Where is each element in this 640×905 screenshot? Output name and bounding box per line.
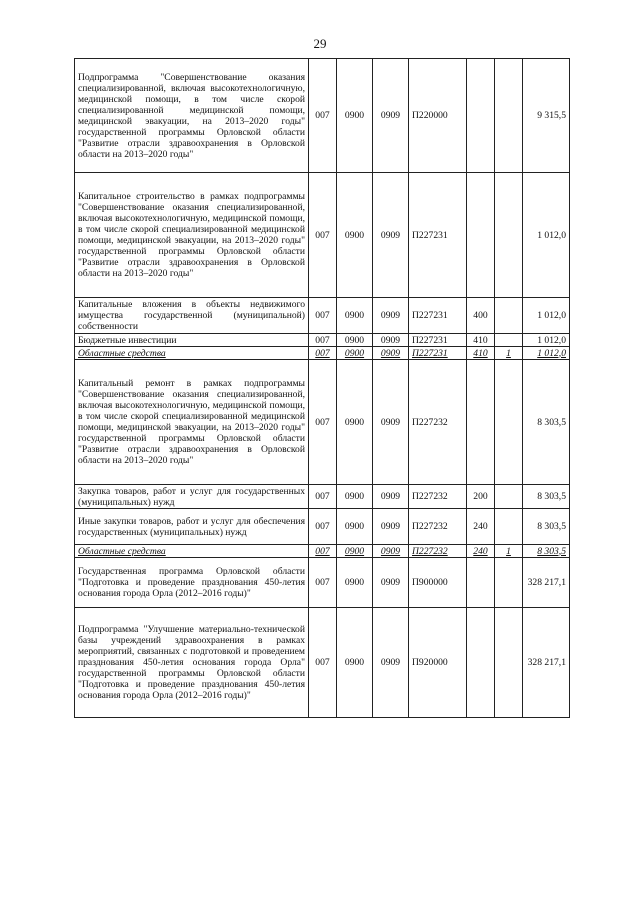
table-row <box>75 59 570 173</box>
section-code: 0900 <box>337 509 373 545</box>
ministry-code: 007 <box>309 173 337 298</box>
table-row <box>75 558 570 608</box>
section-code: 0900 <box>337 545 373 558</box>
subsection-code: 0909 <box>373 545 409 558</box>
table-row <box>75 509 570 545</box>
subsection-code: 0909 <box>373 360 409 485</box>
section-code: 0900 <box>337 485 373 509</box>
section-code: 0900 <box>337 173 373 298</box>
expense-type-code <box>467 608 495 718</box>
ministry-code: 007 <box>309 298 337 334</box>
source-code <box>495 558 523 608</box>
table-row <box>75 545 570 558</box>
page-number: 29 <box>313 36 327 51</box>
subsection-code: 0909 <box>373 347 409 360</box>
subsection-code: 0909 <box>373 558 409 608</box>
subsection-code: 0909 <box>373 608 409 718</box>
table-row <box>75 347 570 360</box>
amount: 1 012,0 <box>523 173 570 298</box>
source-code <box>495 485 523 509</box>
section-code: 0900 <box>337 298 373 334</box>
ministry-code: 007 <box>309 545 337 558</box>
source-code: 1 <box>495 545 523 558</box>
source-code <box>495 298 523 334</box>
section-code: 0900 <box>337 608 373 718</box>
ministry-code: 007 <box>309 558 337 608</box>
source-code <box>495 360 523 485</box>
expense-type-code: 240 <box>467 509 495 545</box>
row-name: Подпрограмма "Совершенствование оказания специализированной, включая высокотехнологичную, медицинской помощи, в том числе скорой специализированной медицинской помощи, медицинской эвакуации, на 2013–2020 годы" государственной программы Орловской области "Развитие отрасли здравоохранения в Орловской области на 2013–2020 годы" <box>75 59 309 173</box>
amount: 1 012,0 <box>523 298 570 334</box>
amount: 8 303,5 <box>523 485 570 509</box>
amount: 328 217,1 <box>523 608 570 718</box>
amount: 1 012,0 <box>523 347 570 360</box>
ministry-code: 007 <box>309 334 337 347</box>
expense-type-code: 240 <box>467 545 495 558</box>
section-code: 0900 <box>337 360 373 485</box>
row-name: Капитальный ремонт в рамках подпрограммы "Совершенствование оказания специализированной, включая высокотехнологичную, медицинской помощи, в том числе скорой специализированной медицинской помощи, медицинской эвакуации, на 2013–2020 годы" государственной программы Орловской области "Развитие отрасли здравоохранения в Орловской области на 2013–2020 годы" <box>75 360 309 485</box>
amount: 8 303,5 <box>523 509 570 545</box>
source-code: 1 <box>495 347 523 360</box>
row-name: Закупка товаров, работ и услуг для государственных (муниципальных) нужд <box>75 485 309 509</box>
expense-type-code: 410 <box>467 347 495 360</box>
target-code: П227231 <box>409 173 467 298</box>
target-code: П227231 <box>409 298 467 334</box>
ministry-code: 007 <box>309 608 337 718</box>
budget-table <box>74 58 570 718</box>
row-name: Иные закупки товаров, работ и услуг для обеспечения государственных (муниципальных) нужд <box>75 509 309 545</box>
target-code: П227231 <box>409 347 467 360</box>
target-code: П900000 <box>409 558 467 608</box>
table-row <box>75 173 570 298</box>
subsection-code: 0909 <box>373 59 409 173</box>
subsection-code: 0909 <box>373 509 409 545</box>
amount: 9 315,5 <box>523 59 570 173</box>
subsection-code: 0909 <box>373 173 409 298</box>
table-row <box>75 360 570 485</box>
ministry-code: 007 <box>309 347 337 360</box>
target-code: П227232 <box>409 509 467 545</box>
target-code: П227232 <box>409 360 467 485</box>
amount: 8 303,5 <box>523 545 570 558</box>
target-code: П227232 <box>409 485 467 509</box>
source-code <box>495 334 523 347</box>
table-row <box>75 608 570 718</box>
row-name: Капитальное строительство в рамках подпрограммы "Совершенствование оказания специализированной, включая высокотехнологичную, медицинской помощи, в том числе скорой специализированной медицинской помощи, медицинской эвакуации, на 2013–2020 годы" государственной программы Орловской области "Развитие отрасли здравоохранения в Орловской области на 2013–2020 годы" <box>75 173 309 298</box>
source-code <box>495 608 523 718</box>
ministry-code: 007 <box>309 360 337 485</box>
row-name: Областные средства <box>75 347 309 360</box>
subsection-code: 0909 <box>373 334 409 347</box>
expense-type-code <box>467 558 495 608</box>
expense-type-code: 200 <box>467 485 495 509</box>
row-name: Областные средства <box>75 545 309 558</box>
subsection-code: 0909 <box>373 485 409 509</box>
source-code <box>495 59 523 173</box>
section-code: 0900 <box>337 59 373 173</box>
expense-type-code <box>467 173 495 298</box>
table-row <box>75 298 570 334</box>
target-code: П220000 <box>409 59 467 173</box>
subsection-code: 0909 <box>373 298 409 334</box>
row-name: Государственная программа Орловской области "Подготовка и проведение празднования 450-летия основания города Орла (2012–2016 годы)" <box>75 558 309 608</box>
expense-type-code: 400 <box>467 298 495 334</box>
amount: 8 303,5 <box>523 360 570 485</box>
table-row <box>75 334 570 347</box>
amount: 328 217,1 <box>523 558 570 608</box>
source-code <box>495 173 523 298</box>
target-code: П227232 <box>409 545 467 558</box>
amount: 1 012,0 <box>523 334 570 347</box>
expense-type-code <box>467 59 495 173</box>
ministry-code: 007 <box>309 485 337 509</box>
ministry-code: 007 <box>309 509 337 545</box>
ministry-code: 007 <box>309 59 337 173</box>
section-code: 0900 <box>337 347 373 360</box>
expense-type-code: 410 <box>467 334 495 347</box>
row-name: Капитальные вложения в объекты недвижимого имущества государственной (муниципальной) собственности <box>75 298 309 334</box>
row-name: Подпрограмма "Улучшение материально-технической базы учреждений здравоохранения в рамках мероприятий, связанных с подготовкой и проведением празднования 450-летия основания города Орла" государственной программы Орловской области "Подготовка и проведение празднования 450-летия основания города Орла (2012–2016 годы)" <box>75 608 309 718</box>
row-name: Бюджетные инвестиции <box>75 334 309 347</box>
section-code: 0900 <box>337 334 373 347</box>
section-code: 0900 <box>337 558 373 608</box>
target-code: П920000 <box>409 608 467 718</box>
target-code: П227231 <box>409 334 467 347</box>
source-code <box>495 509 523 545</box>
expense-type-code <box>467 360 495 485</box>
table-row <box>75 485 570 509</box>
